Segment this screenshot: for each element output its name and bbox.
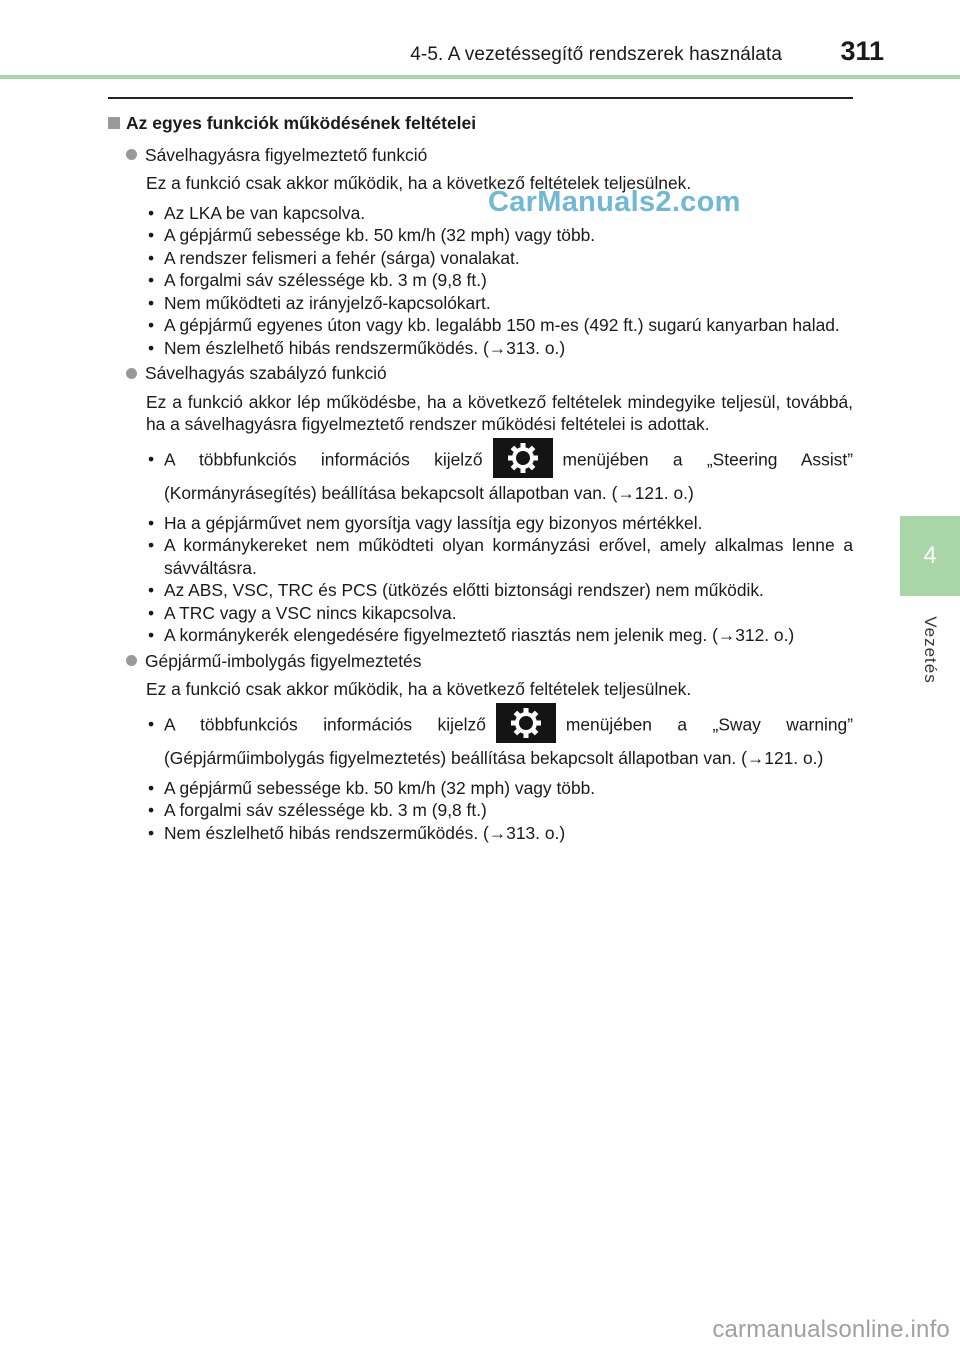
- list-item: • A rendszer felismeri a fehér (sárga) vonalakat.: [148, 247, 520, 268]
- bullet-marker: •: [148, 800, 155, 820]
- bullet-marker: •: [148, 713, 155, 734]
- bullet-marker: •: [148, 202, 155, 223]
- square-bullet-icon: [108, 117, 120, 129]
- intro-text: Ez a funkció akkor lép működésbe, ha a következő feltételek mindegyike teljesül, továbbá, ha a sávelhagyásra figyelmeztető rendszer működési feltételei is adottak.: [146, 391, 853, 434]
- section-heading-text: Az egyes funkciók működésének feltételei: [126, 113, 477, 133]
- condition-list: [146, 709, 853, 845]
- intro-text: Ez a funkció csak akkor működik, ha a következő feltételek teljesülnek.: [146, 173, 692, 193]
- subheading-sway-warning: [126, 650, 853, 673]
- bullet-marker: •: [148, 625, 155, 645]
- chapter-title: 4-5. A vezetéssegítő rendszerek használata: [410, 44, 782, 65]
- bullet-marker: •: [148, 315, 155, 335]
- list-item: • Ha a gépjárművet nem gyorsítja vagy lassítja egy bizonyos mértékkel.: [148, 512, 703, 533]
- gear-icon: [493, 438, 553, 478]
- list-item: • A gépjármű egyenes úton vagy kb. legalább 150 m-es (492 ft.) sugarú kanyarban halad.: [148, 315, 840, 335]
- list-item: • A TRC vagy a VSC nincs kikapcsolva.: [148, 602, 457, 623]
- chapter-tab-label: [906, 610, 954, 690]
- subheading-lane-departure-alert: [126, 144, 853, 167]
- list-item: • A forgalmi sáv szélessége kb. 3 m (9,8 ft.): [148, 270, 487, 290]
- bullet-marker: •: [148, 535, 155, 555]
- list-item: • A többfunkciós információs kijelző menüjében a „Steering Assist” (Kormányrásegítés) beállítása bekapcsolt állapotban van. (→121. o.): [146, 444, 853, 508]
- bullet-marker: •: [148, 225, 155, 245]
- section-heading: [108, 112, 853, 135]
- main-content: [108, 112, 853, 844]
- chapter-tab-label-text: Vezetés: [921, 616, 940, 684]
- list-item: • Nem működteti az irányjelző-kapcsolókart.: [148, 292, 491, 313]
- page-number: 311: [840, 36, 884, 66]
- condition-list: [146, 444, 853, 647]
- bullet-marker: •: [148, 512, 155, 533]
- list-item: • A gépjármű sebessége kb. 50 km/h (32 mph) vagy több.: [148, 225, 596, 245]
- list-item: • A gépjármű sebessége kb. 50 km/h (32 mph) vagy több.: [148, 777, 596, 798]
- list-item: • Az ABS, VSC, TRC és PCS (ütközés előtti biztonsági rendszer) nem működik.: [148, 580, 764, 600]
- list-item: • A forgalmi sáv szélessége kb. 3 m (9,8 ft.): [148, 800, 487, 820]
- list-item: • Az LKA be van kapcsolva.: [148, 202, 366, 223]
- intro-text: Ez a funkció csak akkor működik, ha a következő feltételek teljesülnek.: [146, 679, 692, 699]
- bullet-marker: •: [148, 822, 155, 843]
- bullet-marker: •: [148, 602, 155, 623]
- circle-bullet-icon: [126, 149, 137, 160]
- list-item: • A kormánykerék elengedésére figyelmeztető riasztás nem jelenik meg. (→312. o.): [148, 625, 795, 645]
- list-item: • A kormánykereket nem működteti olyan kormányzási erővel, amely alkalmas lenne a sávváltásra.: [148, 535, 853, 578]
- header-rule: [0, 75, 960, 79]
- subheading-text: Sávelhagyás szabályzó funkció: [145, 363, 387, 383]
- list-item: • Nem észlelhető hibás rendszerműködés. (→313. o.): [148, 822, 566, 843]
- gear-icon: [496, 703, 556, 743]
- circle-bullet-icon: [126, 655, 137, 666]
- list-item: • A többfunkciós információs kijelző menüjében a „Sway warning” (Gépjárműimbolygás figyelmeztetés) beállítása bekapcsolt állapotban van. (→121. o.): [146, 709, 853, 773]
- watermark-bottom: carmanualsonline.info: [712, 1316, 950, 1343]
- bullet-marker: •: [148, 777, 155, 798]
- bullet-marker: •: [148, 247, 155, 268]
- subheading-text: Gépjármű-imbolygás figyelmeztetés: [145, 650, 422, 671]
- subheading-text: Sávelhagyásra figyelmeztető funkció: [145, 144, 428, 165]
- bullet-marker: •: [148, 337, 155, 358]
- circle-bullet-icon: [126, 368, 137, 379]
- watermark-top: CarManuals2.com: [488, 186, 741, 218]
- subheading-steering-assist: [126, 362, 853, 385]
- bullet-marker: •: [148, 448, 155, 469]
- bullet-marker: •: [148, 580, 155, 600]
- chapter-tab: [900, 516, 960, 596]
- bullet-marker: •: [148, 292, 155, 313]
- content-rule: [108, 97, 853, 99]
- bullet-marker: •: [148, 270, 155, 290]
- condition-list: [146, 202, 853, 360]
- list-item: • Nem észlelhető hibás rendszerműködés. (→313. o.): [148, 337, 566, 358]
- chapter-tab-number: 4: [923, 542, 937, 569]
